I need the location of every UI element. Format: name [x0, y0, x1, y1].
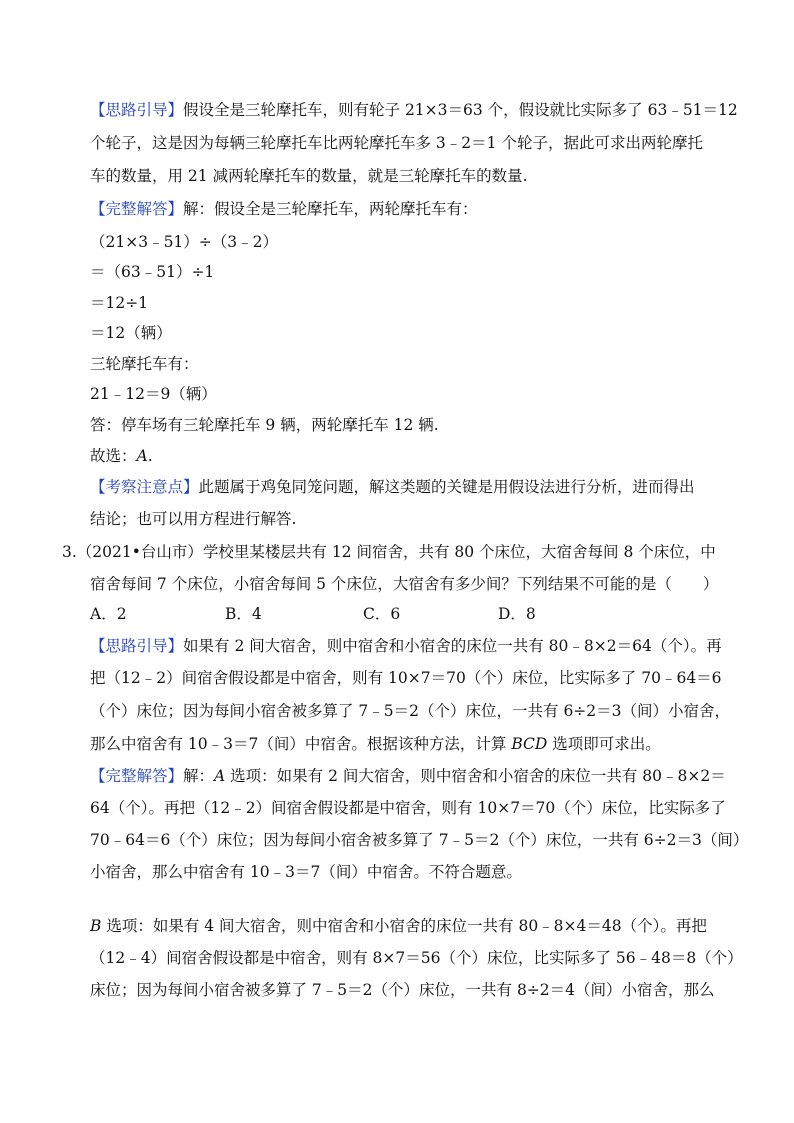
solution2-line-1	[90, 766, 726, 786]
hint-line-3: 车的数量，用 21 减两轮摩托车的数量，就是三轮摩托车的数量.	[90, 167, 528, 185]
solution-line-3: ＝（63﹣51）÷1	[90, 263, 215, 281]
hint-tag: 【思路引导】	[90, 101, 184, 119]
hint-line-2: 个轮子，这是因为每辆三轮摩托车比两轮摩托车多 3﹣2＝1 个轮子，据此可求出两轮摩托	[90, 134, 703, 152]
solution-text: 解：假设全是三轮摩托车，两轮摩托车有：	[183, 200, 478, 218]
choice-prefix: 故选：	[90, 447, 137, 465]
solution2-tag: 【完整解答】	[90, 767, 184, 785]
question-number: 3.	[62, 543, 77, 561]
hint2-tag: 【思路引导】	[90, 637, 184, 655]
option-b: B．4	[225, 605, 262, 623]
solution2-var: A	[214, 767, 226, 785]
note-line-2: 结论；也可以用方程进行解答.	[90, 510, 297, 528]
choice-letter: A	[136, 447, 148, 465]
solution-tag: 【完整解答】	[90, 200, 184, 218]
option-c: C．6	[363, 605, 401, 623]
option-b-text: 选项：如果有 4 间大宿舍，则中宿舍和小宿舍的床位一共有 80﹣8×4＝48（个）。再把	[101, 917, 707, 935]
hint-line-1	[90, 100, 738, 120]
choice-suffix: .	[147, 447, 153, 465]
hint2-text: 如果有 2 间大宿舍，则中宿舍和小宿舍的床位一共有 80﹣8×2＝64（个）。再	[183, 637, 722, 655]
question-text: （2021•台山市）学校里某楼层共有 12 间宿舍，共有 80 个床位，大宿舍每间 8 个床位，中	[76, 543, 716, 561]
solution-line-1	[90, 199, 478, 219]
hint2-l4-tail: 选项即可求出。	[547, 735, 661, 753]
hint2-line-1	[90, 636, 722, 656]
note-line-1	[90, 477, 695, 497]
solution2-prefix: 解：	[183, 767, 215, 785]
choice-line	[90, 446, 153, 466]
answer-line: 答：停车场有三轮摩托车 9 辆，两轮摩托车 12 辆.	[90, 416, 439, 434]
solution2-text: 选项：如果有 2 间大宿舍，则中宿舍和小宿舍的床位一共有 80﹣8×2＝	[225, 767, 726, 785]
hint2-line-2: 把（12﹣2）间宿舍假设都是中宿舍，则有 10×7＝70（个）床位，比实际多了 70﹣64＝6	[90, 669, 722, 687]
option-b-var: B	[90, 917, 102, 935]
option-a: A．2	[90, 605, 127, 623]
note-tag: 【考察注意点】	[90, 478, 199, 496]
solution2-line-3: 70﹣64＝6（个）床位；因为每间小宿舍被多算了 7﹣5＝2（个）床位，一共有 6÷2＝3（间）	[90, 831, 749, 849]
solution-line-7: 21﹣12＝9（辆）	[90, 385, 217, 403]
solution2-line-4: 小宿舍，那么中宿舍有 10﹣3＝7（间）中宿舍。不符合题意。	[90, 863, 522, 881]
hint-text: 假设全是三轮摩托车，则有轮子 21×3＝63 个，假设就比实际多了 63﹣51＝12	[183, 101, 738, 119]
question-3-line-2: 宿舍每间 7 个床位，小宿舍每间 5 个床位，大宿舍有多少间？下列结果不可能的是（ ）	[90, 575, 719, 593]
hint2-l4-text: 那么中宿舍有 10﹣3＝7（间）中宿舍。根据该种方法，计算	[90, 735, 512, 753]
option-b-line-2: （12﹣4）间宿舍假设都是中宿舍，则有 8×7＝56（个）床位，比实际多了 56﹣48＝8（个）	[90, 949, 743, 967]
question-3-line-1	[62, 542, 716, 562]
solution2-line-2: 64（个）。再把（12﹣2）间宿舍假设都是中宿舍，则有 10×7＝70（个）床位，比实际多了	[90, 799, 726, 817]
solution-line-4: ＝12÷1	[90, 294, 149, 312]
solution-line-5: ＝12（辆）	[90, 324, 172, 342]
hint2-l4-var: BCD	[511, 735, 548, 753]
hint2-line-3: （个）床位；因为每间小宿舍被多算了 7﹣5＝2（个）床位，一共有 6÷2＝3（间）小宿舍，	[90, 702, 731, 720]
note-text: 此题属于鸡兔同笼问题，解这类题的关键是用假设法进行分析，进而得出	[198, 478, 695, 496]
option-b-line-3: 床位；因为每间小宿舍被多算了 7﹣5＝2（个）床位，一共有 8÷2＝4（间）小宿舍，那么	[90, 981, 715, 999]
solution-line-6: 三轮摩托车有：	[90, 355, 199, 373]
solution-line-2: （21×3﹣51）÷（3﹣2）	[90, 233, 279, 251]
option-b-line-1	[90, 916, 707, 936]
hint2-line-4	[90, 734, 661, 754]
option-d: D．8	[498, 605, 536, 623]
